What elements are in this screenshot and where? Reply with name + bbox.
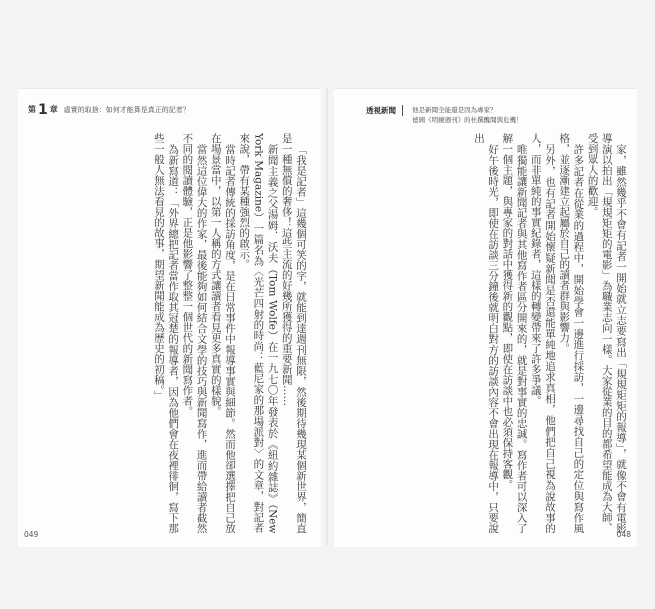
paragraph: 好午後時光，即使在訪談三分鐘後就明白對方的訪談內容不會出現在報導中，只要說出 [472,133,500,533]
paragraph: 「我是記者」這幾個可笑的字，就能到達週刊無限，然後期待幾現某個新世界，簡直是一種無償的奢侈！這些主流的好幾所獲得的重要新聞…… [280,133,307,533]
paragraph: 新聞主義之父湯姆．沃夫（Tom Wolfe）在一九七〇年發表於《紐約雜誌》（New York Magazine）一篇名為〈光芒四射的時尚：藍尼家的那場派對〉的文章，對記者來說，帶有某種強烈的啟示。 [238,133,279,533]
right-body-text [352,133,628,533]
paragraph: 家，雖然幾乎不會有記者一開始就立志要寫出「規規矩矩的報導」，就像不會有電影導演以拍出「規規矩矩的電影」為職業志向一樣。大家從業的目的都希望能成為大師、受到眾人的歡迎。 [586,133,627,533]
paragraph: 為新寫道：「外界總把記者當作取其冠楚的報導者，因為他們會在夜裡徘徊，寫下那些一般人無法看見的故事，期望新聞能成為歷史的初稿。」 [152,133,180,533]
section-line: 他是新聞全能還是因為專家？ [412,106,497,114]
paragraph: 當然這位偉大的作家，最後能夠如何結合文學的技巧與新聞寫作，進而帶給讀者截然不同的閱讀體驗，正是他影響了整整一個世代的新聞寫作者。 [181,133,208,533]
left-body-text [32,133,308,533]
paragraph: 當時記者傳統的採訪角度，是在日常事件中報導事實與細節。然而他卻選擇把自己放在場景當中，以第一人稱的方式讓讀者看見更多真實的樣貌。 [209,133,236,533]
chapter-prefix: 第 [28,105,36,114]
section-tag: 透視新聞 [366,105,403,116]
chapter-header [28,102,190,118]
left-page [18,88,321,547]
chapter-suffix: 章 [49,105,58,114]
right-page [334,88,637,547]
section-header [366,105,523,126]
paragraph: 唯獨能讓新聞記者與其他寫作者區分開來的，就是對事實的忠誠。寫作者可以深入了解一個主題，與專家的對話中獲得新的觀點，即使在訪談中也必須保持客觀。 [501,133,528,533]
page-number: 049 [24,530,39,539]
paragraph: 另外，也有記者開始懷疑新聞是否還能單純地追求真相，他們把自己視為說故事的人，而非單純的事實紀錄者，這樣的轉變帶來了許多爭議。 [529,133,556,533]
page-number: 048 [616,530,631,539]
section-line: 德國《明鏡週刊》的杜撰醜聞與危機！ [412,116,523,124]
section-subtitle [412,105,523,125]
paragraph: 許多記者在從業的過程中，開始學會一邊進行採訪，一邊尋找自己的定位與寫作風格，並逐漸建立起屬於自己的讀者群與影響力。 [558,133,585,533]
book-gutter [326,88,328,546]
chapter-number: 1 [38,102,48,118]
chapter-title: 虛實的取捨：如何才能算是真正的記者？ [63,106,190,114]
